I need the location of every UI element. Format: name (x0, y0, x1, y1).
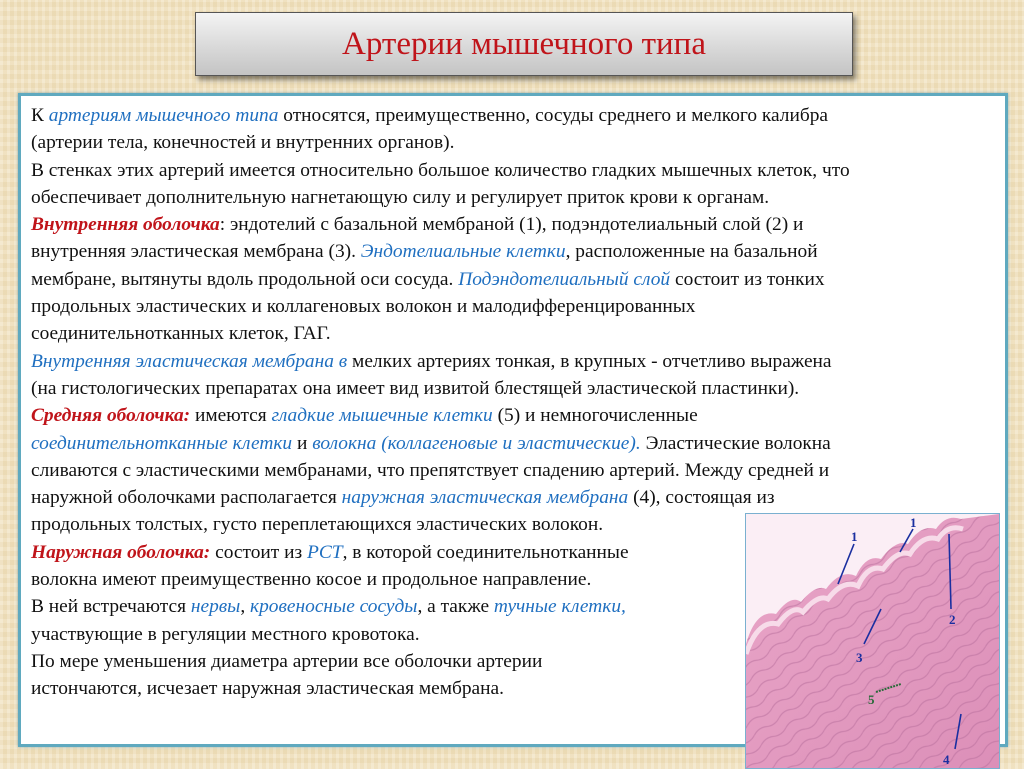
term-highlight: нервы (190, 596, 241, 618)
text-segment: волокна имеют преимущественно косое и продольное направление. (31, 569, 592, 591)
text-segment: , а также (417, 596, 494, 618)
label-1a: 1 (851, 529, 858, 544)
section-heading: Средняя оболочка: (31, 405, 191, 427)
text-line (31, 539, 850, 566)
text-line (31, 593, 850, 620)
text-segment: По мере уменьшения диаметра артерии все оболочки артерии (31, 650, 543, 672)
term-highlight: волокна (коллагеновые и эластические). (312, 432, 641, 454)
text-line (31, 211, 850, 238)
text-segment: внутренняя эластическая мембрана (3). (31, 241, 361, 263)
text-line (31, 293, 850, 320)
text-segment: (4), состоящая из (628, 487, 775, 509)
text-line (31, 511, 850, 538)
text-segment: , в которой соединительнотканные (342, 541, 629, 563)
text-segment: : эндотелий с базальной мембраной (1), подэндотелиальный слой (2) и (219, 214, 804, 236)
text-line (31, 484, 850, 511)
text-segment: соединительнотканных клеток, ГАГ. (31, 323, 331, 345)
slide-title: Артерии мышечного типа (342, 25, 706, 62)
text-segment: , (240, 596, 251, 618)
text-segment: участвующие в регуляции местного кровотока. (31, 623, 420, 645)
label-5: 5 (868, 692, 875, 707)
text-segment: относятся, преимущественно, сосуды среднего и мелкого калибра (278, 105, 829, 126)
body-text (31, 102, 850, 703)
text-segment: наружной оболочками располагается (31, 487, 342, 509)
text-line (31, 675, 850, 702)
text-line (31, 457, 850, 484)
text-line (31, 430, 850, 457)
text-line (31, 102, 850, 129)
text-segment: Эластические волокна (640, 432, 831, 454)
text-segment: В ней встречаются (31, 596, 191, 618)
text-segment: К (31, 105, 49, 126)
term-highlight: Подэндотелиальный слой (458, 268, 671, 290)
text-line (31, 566, 850, 593)
text-line (31, 157, 850, 184)
term-highlight: гладкие мышечные клетки (271, 405, 493, 427)
text-segment: состоит из (210, 541, 307, 563)
text-segment: (5) и немногочисленные (492, 405, 698, 427)
text-line (31, 184, 850, 211)
text-line (31, 648, 850, 675)
text-line (31, 129, 850, 156)
text-segment: (на гистологических препаратах она имеет вид извитой блестящей эластической пластинки). (31, 377, 800, 399)
label-2: 2 (949, 612, 956, 627)
text-segment: мелких артериях тонкая, в крупных - отчетливо выражена (347, 350, 832, 372)
text-segment: продольных толстых, густо переплетающихся эластических волокон. (31, 514, 604, 536)
text-segment: обеспечивает дополнительную нагнетающую силу и регулирует приток крови к органам. (31, 186, 770, 208)
term-highlight: артериям мышечного типа (48, 105, 279, 126)
text-segment: имеются (190, 405, 272, 427)
text-segment: истончаются, исчезает наружная эластическая мембрана. (31, 678, 504, 700)
text-line (31, 348, 850, 375)
term-highlight: Эндотелиальные клетки (360, 241, 566, 263)
label-3: 3 (856, 650, 863, 665)
text-line (31, 375, 850, 402)
text-segment: , расположенные на базальной (565, 241, 818, 263)
term-highlight: соединительнотканные клетки (31, 432, 293, 454)
text-line (31, 402, 850, 429)
text-line (31, 238, 850, 265)
term-highlight: кровеносные сосуды (250, 596, 418, 618)
histology-image (745, 513, 1000, 769)
text-segment: и (292, 432, 313, 454)
section-heading: Внутренняя оболочка (31, 214, 220, 236)
term-highlight: РСТ (307, 541, 343, 563)
term-highlight: тучные клетки, (493, 596, 626, 618)
text-segment: (артерии тела, конечностей и внутренних органов). (31, 132, 455, 154)
text-segment: состоит из тонких (670, 268, 825, 290)
term-highlight: наружная эластическая мембрана (341, 487, 629, 509)
text-line (31, 320, 850, 347)
title-banner (195, 12, 853, 76)
section-heading: Наружная оболочка: (31, 541, 211, 563)
term-highlight: Внутренняя эластическая мембрана в (31, 350, 348, 372)
text-segment: продольных эластических и коллагеновых волокон и малодифференцированных (31, 296, 696, 318)
text-segment: мембране, вытянуты вдоль продольной оси сосуда. (31, 268, 459, 290)
text-line (31, 621, 850, 648)
text-segment: сливаются с эластическими мембранами, что препятствует спадению артерий. Между средней и (31, 459, 830, 481)
label-1b: 1 (910, 515, 917, 530)
text-line (31, 266, 850, 293)
label-4: 4 (943, 752, 950, 767)
text-segment: В стенках этих артерий имеется относительно большое количество гладких мышечных клеток, что (31, 159, 850, 181)
